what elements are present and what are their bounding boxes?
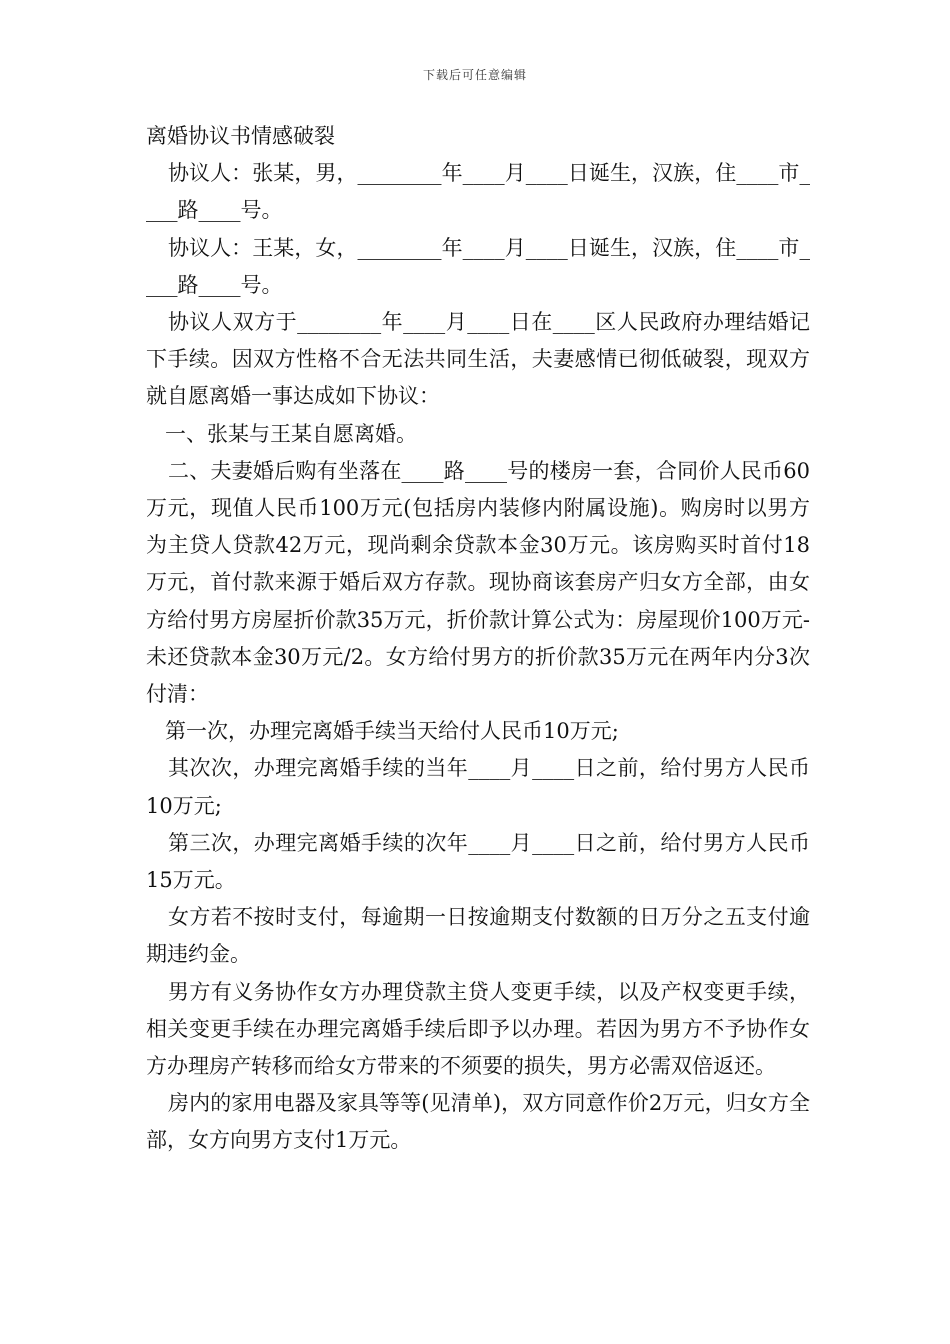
paragraph-party-a: 协议人：张某，男，________年____月____日诞生，汉族，住____市____路____号。 [146, 161, 810, 223]
paragraph-payment-3: 第三次，办理完离婚手续的次年____月____日之前，给付男方人民币15万元。 [146, 830, 810, 893]
paragraph-clause-2: 二、夫妻婚后购有坐落在____路____号的楼房一套，合同价人民币60万元，现值人民币100万元(包括房内装修内附属设施)。购房时以男方为主贷人贷款42万元，现尚剩余贷款本金30万元。该房购买时首付18万元，首付款来源于婚后双方存款。现协商该套房产归女方全部，由女方给付男方房屋折价款35万元，折价款计算公式为：房屋现价100万元-未还贷款本金30万元/2。女方给付男方的折价款35万元在两年内分3次付清： [146, 458, 810, 707]
paragraph-late-penalty: 女方若不按时支付，每逾期一日按逾期支付数额的日万分之五支付逾期违约金。 [146, 905, 810, 967]
paragraph-party-b: 协议人：王某，女，________年____月____日诞生，汉族，住____市____路____号。 [146, 235, 810, 297]
document-title: 离婚协议书情感破裂 [146, 124, 335, 148]
paragraph-cooperation: 男方有义务协作女方办理贷款主贷人变更手续，以及产权变更手续，相关变更手续在办理完离婚手续后即予以办理。若因为男方不予协作女方办理房产转移而给女方带来的不须要的损失，男方必需双倍返还。 [146, 979, 810, 1079]
paragraph-appliances: 房内的家用电器及家具等等(见清单)，双方同意作价2万元，归女方全部，女方向男方支付1万元。 [146, 1091, 810, 1153]
document-body [146, 118, 810, 1160]
paragraph-preamble: 协议人双方于________年____月____日在____区人民政府办理结婚记下手续。因双方性格不合无法共同生活，夫妻感情已彻低破裂，现双方就自愿离婚一事达成如下协议： [146, 310, 810, 409]
header-note: 下载后可任意编辑 [422, 68, 527, 82]
paragraph-clause-1: 一、张某与王某自愿离婚。 [165, 421, 417, 446]
paragraph-payment-2: 其次次，办理完离婚手续的当年____月____日之前，给付男方人民币10万元; [146, 756, 810, 818]
paragraph-payment-1: 第一次，办理完离婚手续当天给付人民币10万元; [165, 719, 619, 744]
